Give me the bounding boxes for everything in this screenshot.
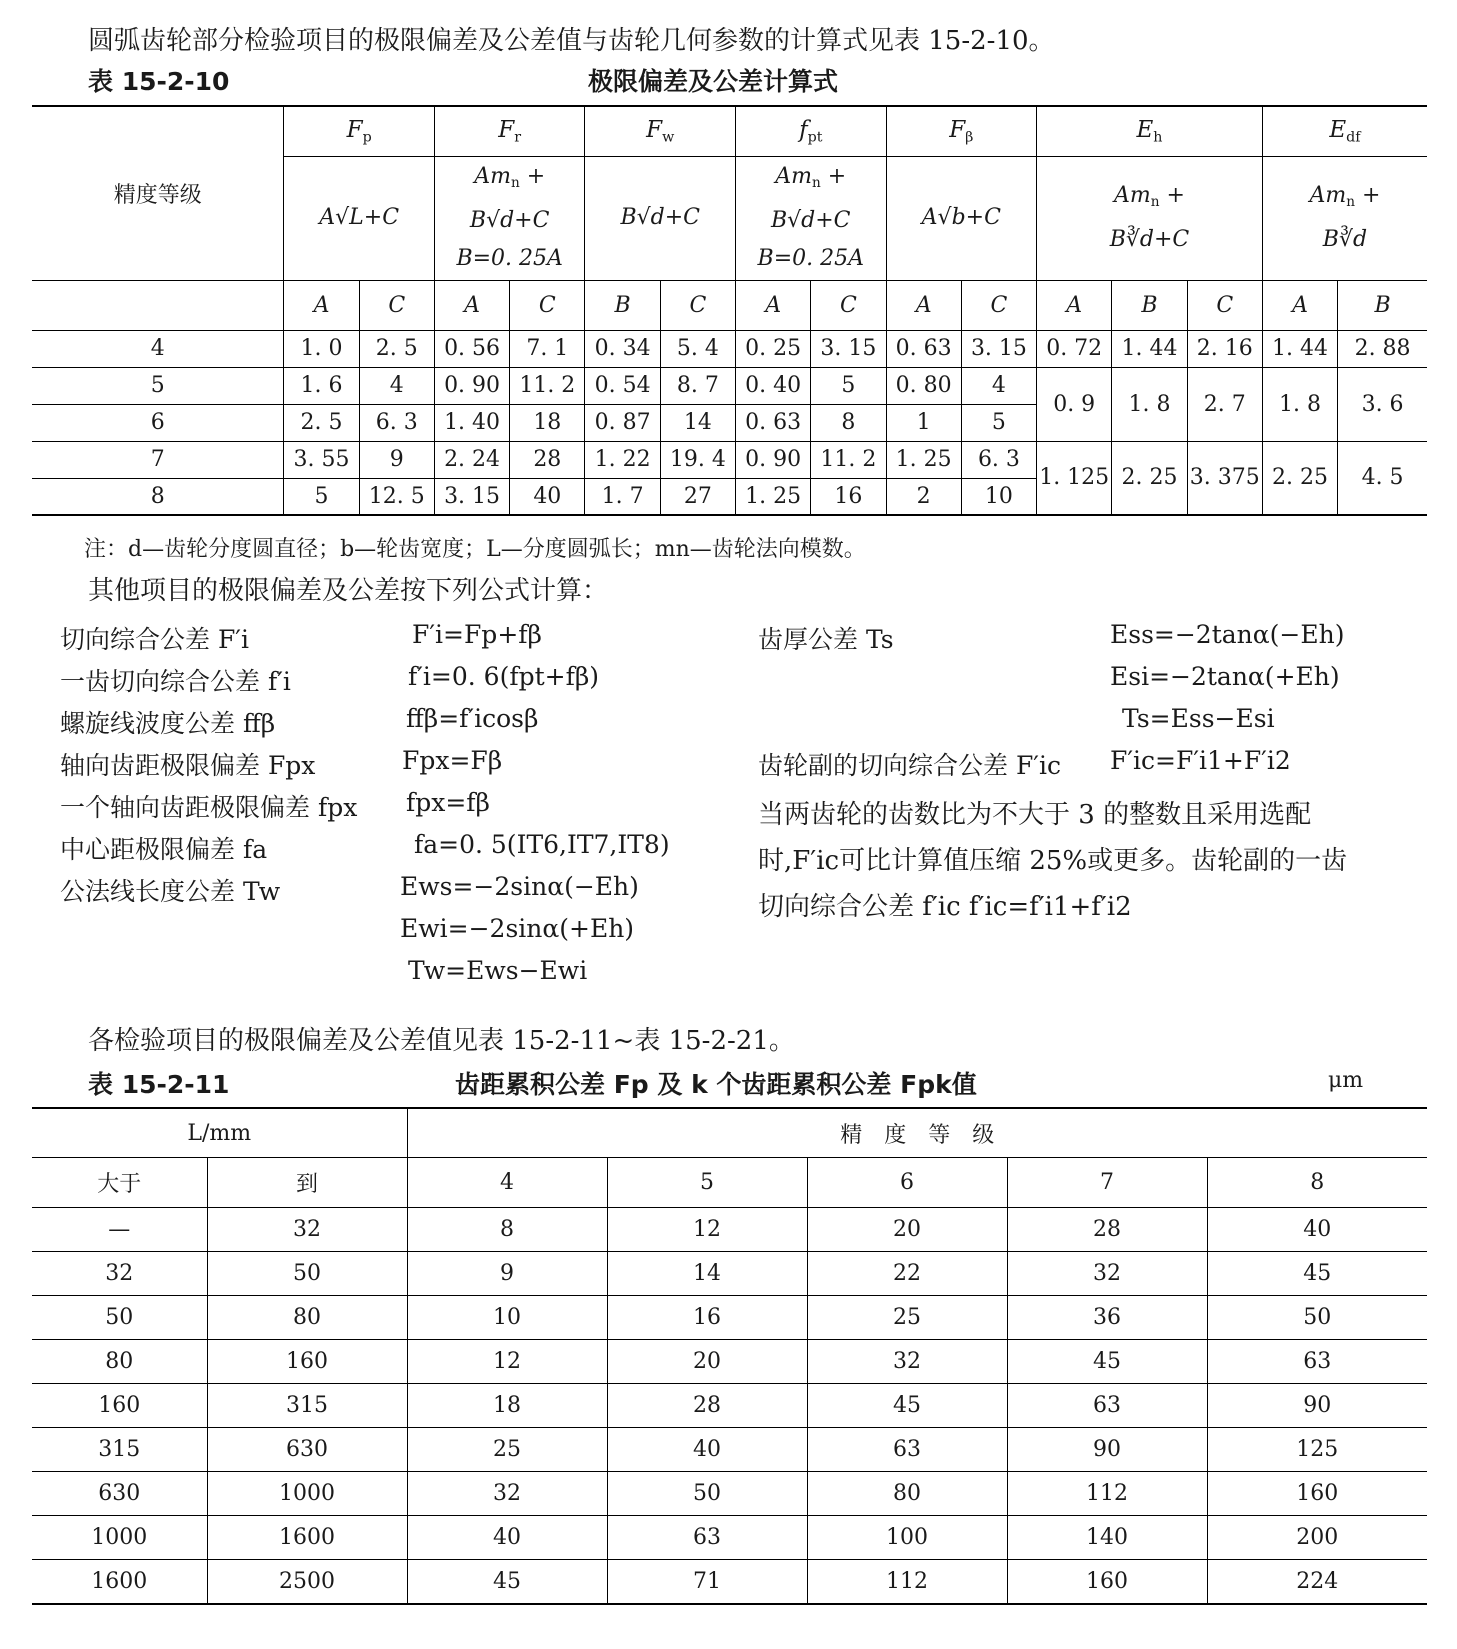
cell: 1000 <box>32 1516 207 1560</box>
formula-expression: Tw=Ews−Ewi <box>408 956 588 985</box>
value-cell: 0. 54 <box>585 367 660 404</box>
grade-cell: 7 <box>32 441 284 478</box>
coef-header: C <box>961 280 1036 330</box>
cell: 50 <box>32 1296 207 1340</box>
coef-header: A <box>1037 280 1112 330</box>
table-row <box>32 1472 1427 1516</box>
cell: 40 <box>607 1428 807 1472</box>
cell: 12 <box>407 1340 607 1384</box>
accuracy-grade-header: 精 度 等 级 <box>407 1108 1427 1158</box>
table-row <box>32 367 1427 404</box>
value-cell: 8 <box>811 404 886 441</box>
cell: 32 <box>32 1252 207 1296</box>
formula-expression: Ews=−2sinα(−Eh) <box>400 872 639 901</box>
value-cell: 5 <box>284 478 359 515</box>
value-cell: 11. 2 <box>811 441 886 478</box>
formula-expression: F′ic=F′i1+F′i2 <box>1110 746 1291 775</box>
symbol-Edf: $E_{df}$ <box>1262 106 1427 156</box>
cell: 28 <box>607 1384 807 1428</box>
formula-Edf: $Am_n$ + B∛d <box>1262 156 1427 280</box>
table1-note: 注：d—齿轮分度圆直径；b—轮齿宽度；L—分度圆弧长；mn—齿轮法向模数。 <box>84 537 866 562</box>
right-paragraph-line: 时,F′ic可比计算值压缩 25%或更多。齿轮副的一齿 <box>758 846 1348 876</box>
value-cell: 0. 40 <box>736 367 811 404</box>
value-cell: 3. 15 <box>961 330 1036 367</box>
grade-cell: 4 <box>32 330 284 367</box>
coef-header: B <box>1112 280 1187 330</box>
value-cell: 1. 0 <box>284 330 359 367</box>
value-cell: 2 <box>886 478 961 515</box>
value-cell: 14 <box>660 404 735 441</box>
see-tables-text: 各检验项目的极限偏差及公差值见表 15-2-11~表 15-2-21。 <box>88 1026 795 1056</box>
value-cell: 1 <box>886 404 961 441</box>
value-cell: 16 <box>811 478 886 515</box>
cell: 45 <box>1007 1340 1207 1384</box>
cell: 71 <box>607 1560 807 1605</box>
grade-cell: 8 <box>32 478 284 515</box>
value-cell: 1. 125 <box>1037 441 1112 515</box>
formula-expression: F′i=Fp+fβ <box>412 620 542 649</box>
cell: 32 <box>207 1208 407 1252</box>
symbol-Fp: $F_p$ <box>284 106 435 156</box>
value-cell: 3. 55 <box>284 441 359 478</box>
value-cell: 1. 7 <box>585 478 660 515</box>
cell: 200 <box>1207 1516 1427 1560</box>
value-cell: 0. 9 <box>1037 367 1112 441</box>
value-cell: 5 <box>811 367 886 404</box>
cell: 40 <box>1207 1208 1427 1252</box>
cell: 1600 <box>32 1560 207 1605</box>
cell: 1600 <box>207 1516 407 1560</box>
value-cell: 10 <box>961 478 1036 515</box>
coef-header: C <box>660 280 735 330</box>
formula-Eh: $Am_n$ + B∛d+C <box>1037 156 1263 280</box>
cell: 50 <box>1207 1296 1427 1340</box>
grade-header: 8 <box>1207 1158 1427 1208</box>
table-row <box>32 1252 1427 1296</box>
value-cell: 12. 5 <box>359 478 434 515</box>
formula-expression: Ts=Ess−Esi <box>1122 704 1275 733</box>
cell: 315 <box>32 1428 207 1472</box>
cell: 80 <box>32 1340 207 1384</box>
value-cell: 6. 3 <box>359 404 434 441</box>
table-row <box>32 330 1427 367</box>
empty-cell <box>32 280 284 330</box>
cell: 2500 <box>207 1560 407 1605</box>
cell: 125 <box>1207 1428 1427 1472</box>
symbol-Eh: $E_h$ <box>1037 106 1263 156</box>
right-paragraph-line: 切向综合公差 f′ic f′ic=f′i1+f′i2 <box>758 892 1132 922</box>
value-cell: 3. 15 <box>811 330 886 367</box>
table-15-2-10 <box>32 105 1427 516</box>
cell: 63 <box>607 1516 807 1560</box>
value-cell: 0. 87 <box>585 404 660 441</box>
cell: 16 <box>607 1296 807 1340</box>
cell: 160 <box>207 1340 407 1384</box>
value-cell: 0. 56 <box>434 330 509 367</box>
cell: 160 <box>1007 1560 1207 1605</box>
value-cell: 11. 2 <box>510 367 585 404</box>
cell: — <box>32 1208 207 1252</box>
symbol-Fw: $F_w$ <box>585 106 736 156</box>
table-row <box>32 1208 1427 1252</box>
formula-Fr: $Am_n$ + B√d+C B=0. 25A <box>434 156 585 280</box>
value-cell: 0. 63 <box>886 330 961 367</box>
cell: 32 <box>407 1472 607 1516</box>
cell: 20 <box>607 1340 807 1384</box>
table1-number: 表 15-2-10 <box>88 67 230 96</box>
symbol-Fbeta: $F_\beta$ <box>886 106 1037 156</box>
cell: 112 <box>1007 1472 1207 1516</box>
symbol-Fr: $F_r$ <box>434 106 585 156</box>
coef-header: C <box>1187 280 1262 330</box>
value-cell: 6. 3 <box>961 441 1036 478</box>
formula-Fp: A√L+C <box>284 156 435 280</box>
cell: 140 <box>1007 1516 1207 1560</box>
formula-expression: fa=0. 5(IT6,IT7,IT8) <box>414 830 670 859</box>
value-cell: 40 <box>510 478 585 515</box>
coef-header: B <box>585 280 660 330</box>
value-cell: 1. 25 <box>736 478 811 515</box>
header-from: 大于 <box>32 1158 207 1208</box>
cell: 45 <box>807 1384 1007 1428</box>
cell: 90 <box>1007 1428 1207 1472</box>
value-cell: 3. 375 <box>1187 441 1262 515</box>
cell: 160 <box>32 1384 207 1428</box>
grade-header: 5 <box>607 1158 807 1208</box>
header-to: 到 <box>207 1158 407 1208</box>
cell: 63 <box>807 1428 1007 1472</box>
value-cell: 27 <box>660 478 735 515</box>
value-cell: 2. 7 <box>1187 367 1262 441</box>
cell: 63 <box>1007 1384 1207 1428</box>
value-cell: 0. 25 <box>736 330 811 367</box>
value-cell: 0. 90 <box>736 441 811 478</box>
cell: 45 <box>407 1560 607 1605</box>
length-header: L/mm <box>32 1108 407 1158</box>
cell: 32 <box>807 1340 1007 1384</box>
cell: 90 <box>1207 1384 1427 1428</box>
formula-label: 一个轴向齿距极限偏差 fpx <box>60 793 358 822</box>
value-cell: 2. 25 <box>1262 441 1337 515</box>
cell: 315 <box>207 1384 407 1428</box>
formula-label: 一齿切向综合公差 f′i <box>60 667 291 696</box>
table-row <box>32 1340 1427 1384</box>
cell: 630 <box>32 1472 207 1516</box>
value-cell: 1. 22 <box>585 441 660 478</box>
table-row <box>32 1560 1427 1605</box>
coef-header: C <box>359 280 434 330</box>
formula-fpt: $Am_n$ + B√d+C B=0. 25A <box>736 156 887 280</box>
right-paragraph-line: 当两齿轮的齿数比为不大于 3 的整数且采用选配 <box>758 800 1312 830</box>
cell: 36 <box>1007 1296 1207 1340</box>
value-cell: 28 <box>510 441 585 478</box>
table1-title: 极限偏差及公差计算式 <box>588 67 839 96</box>
coef-header: A <box>1262 280 1337 330</box>
formula-expression: ffβ=f′icosβ <box>406 704 539 733</box>
value-cell: 2. 25 <box>1112 441 1187 515</box>
formula-expression: Ewi=−2sinα(+Eh) <box>400 914 635 943</box>
value-cell: 1. 8 <box>1112 367 1187 441</box>
formula-Fw: B√d+C <box>585 156 736 280</box>
formula-Fbeta: A√b+C <box>886 156 1037 280</box>
cell: 112 <box>807 1560 1007 1605</box>
intro-text: 圆弧齿轮部分检验项目的极限偏差及公差值与齿轮几何参数的计算式见表 15-2-10。 <box>88 26 1055 56</box>
coef-header: A <box>886 280 961 330</box>
cell: 20 <box>807 1208 1007 1252</box>
value-cell: 4 <box>359 367 434 404</box>
value-cell: 3. 6 <box>1338 367 1427 441</box>
coef-header: B <box>1338 280 1427 330</box>
formula-expression: Ess=−2tanα(−Eh) <box>1110 620 1345 649</box>
value-cell: 19. 4 <box>660 441 735 478</box>
cell: 224 <box>1207 1560 1427 1605</box>
cell: 50 <box>207 1252 407 1296</box>
value-cell: 7. 1 <box>510 330 585 367</box>
table2-title: 齿距累积公差 Fp 及 k 个齿距累积公差 Fpk值 <box>455 1070 977 1099</box>
grade-cell: 5 <box>32 367 284 404</box>
cell: 8 <box>407 1208 607 1252</box>
value-cell: 2. 5 <box>359 330 434 367</box>
cell: 25 <box>407 1428 607 1472</box>
value-cell: 5 <box>961 404 1036 441</box>
formula-label: 中心距极限偏差 fa <box>60 835 268 864</box>
value-cell: 1. 6 <box>284 367 359 404</box>
cell: 14 <box>607 1252 807 1296</box>
value-cell: 1. 8 <box>1262 367 1337 441</box>
value-cell: 8. 7 <box>660 367 735 404</box>
table2-unit: μm <box>1328 1068 1364 1093</box>
value-cell: 1. 40 <box>434 404 509 441</box>
coef-header: A <box>434 280 509 330</box>
value-cell: 0. 80 <box>886 367 961 404</box>
cell: 12 <box>607 1208 807 1252</box>
cell: 9 <box>407 1252 607 1296</box>
cell: 63 <box>1207 1340 1427 1384</box>
grade-header: 精度等级 <box>32 106 284 280</box>
value-cell: 0. 34 <box>585 330 660 367</box>
other-items-intro: 其他项目的极限偏差及公差按下列公式计算： <box>88 576 609 606</box>
cell: 50 <box>607 1472 807 1516</box>
table-row <box>32 1428 1427 1472</box>
cell: 80 <box>207 1296 407 1340</box>
cell: 25 <box>807 1296 1007 1340</box>
value-cell: 4 <box>961 367 1036 404</box>
grade-header: 7 <box>1007 1158 1207 1208</box>
cell: 32 <box>1007 1252 1207 1296</box>
value-cell: 1. 25 <box>886 441 961 478</box>
cell: 40 <box>407 1516 607 1560</box>
cell: 80 <box>807 1472 1007 1516</box>
coef-header: C <box>510 280 585 330</box>
table-row <box>32 1384 1427 1428</box>
coef-header: A <box>284 280 359 330</box>
value-cell: 4. 5 <box>1338 441 1427 515</box>
table-row <box>32 1296 1427 1340</box>
formula-expression: fpx=fβ <box>406 788 491 817</box>
formula-expression: f′i=0. 6(fpt+fβ) <box>408 662 600 691</box>
value-cell: 2. 16 <box>1187 330 1262 367</box>
symbol-fpt: $f_{pt}$ <box>736 106 887 156</box>
cell: 18 <box>407 1384 607 1428</box>
formula-label: 齿厚公差 Ts <box>758 625 894 654</box>
cell: 45 <box>1207 1252 1427 1296</box>
cell: 22 <box>807 1252 1007 1296</box>
grade-header: 6 <box>807 1158 1007 1208</box>
cell: 28 <box>1007 1208 1207 1252</box>
cell: 1000 <box>207 1472 407 1516</box>
grade-header: 4 <box>407 1158 607 1208</box>
table-15-2-11 <box>32 1107 1427 1605</box>
coef-header: C <box>811 280 886 330</box>
table2-number: 表 15-2-11 <box>88 1070 230 1099</box>
value-cell: 0. 72 <box>1037 330 1112 367</box>
value-cell: 2. 24 <box>434 441 509 478</box>
formula-label: 切向综合公差 F′i <box>60 625 249 654</box>
value-cell: 0. 90 <box>434 367 509 404</box>
value-cell: 9 <box>359 441 434 478</box>
value-cell: 18 <box>510 404 585 441</box>
formula-label: 齿轮副的切向综合公差 F′ic <box>758 751 1061 780</box>
cell: 100 <box>807 1516 1007 1560</box>
table-row <box>32 1516 1427 1560</box>
formula-label: 螺旋线波度公差 ffβ <box>60 709 276 738</box>
value-cell: 3. 15 <box>434 478 509 515</box>
cell: 160 <box>1207 1472 1427 1516</box>
formula-label: 公法线长度公差 Tw <box>60 877 281 906</box>
table-row <box>32 441 1427 478</box>
value-cell: 1. 44 <box>1112 330 1187 367</box>
grade-cell: 6 <box>32 404 284 441</box>
formula-expression: Fpx=Fβ <box>402 746 503 775</box>
value-cell: 2. 88 <box>1338 330 1427 367</box>
cell: 10 <box>407 1296 607 1340</box>
value-cell: 5. 4 <box>660 330 735 367</box>
formula-expression: Esi=−2tanα(+Eh) <box>1110 662 1340 691</box>
cell: 630 <box>207 1428 407 1472</box>
value-cell: 0. 63 <box>736 404 811 441</box>
value-cell: 2. 5 <box>284 404 359 441</box>
coef-header: A <box>736 280 811 330</box>
formula-label: 轴向齿距极限偏差 Fpx <box>60 751 316 780</box>
value-cell: 1. 44 <box>1262 330 1337 367</box>
